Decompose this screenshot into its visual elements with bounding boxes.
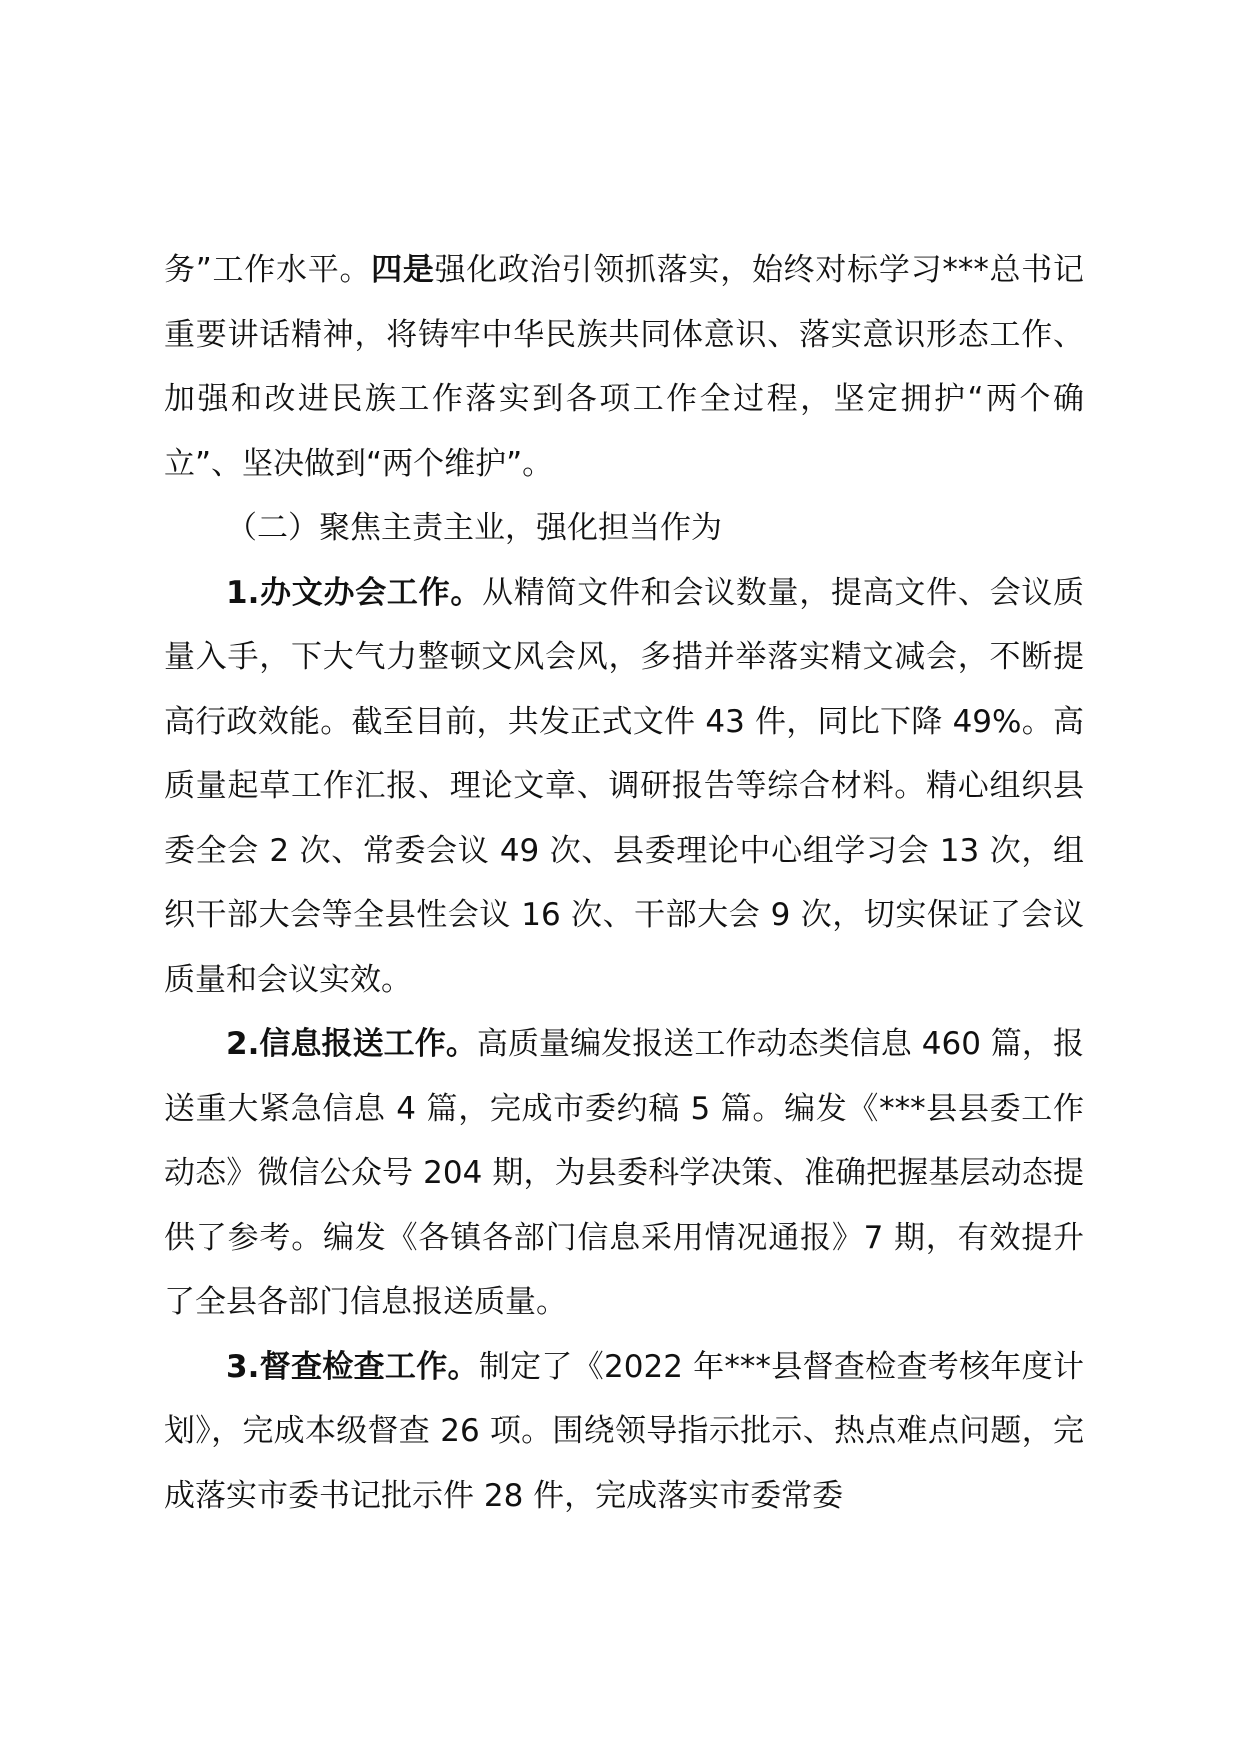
paragraph-text-rest: 强化政治引领抓落实，始终对标学习***总书记重要讲话精神，将铸牢中华民族共同体意识、落实意识形态工作、加强和改进民族工作落实到各项工作全过程，坚定拥护“两个确立”、坚决做到“两个维护”。 xyxy=(164,252,1085,482)
item-paragraph-1 xyxy=(164,561,1084,1013)
paragraph-text-start: 务”工作水平。 xyxy=(164,252,372,288)
item-title-1: 1.办文办会工作。 xyxy=(226,574,483,611)
item-title-2: 2.信息报送工作。 xyxy=(226,1026,477,1062)
item-body-2: 高质量编发报送工作动态类信息 460 篇，报送重大紧急信息 4 篇，完成市委约稿 5 篇。编发《***县县委工作动态》微信公众号 204 期，为县委科学决策、准确把握基层动态提供了参考。编发《各镇各部门信息采用情况通报》7 期，有效提升了全县各部门信息报送质量。 xyxy=(164,1026,1084,1320)
item-title-3: 3.督查检查工作。 xyxy=(226,1348,479,1385)
paragraph-continuation xyxy=(164,238,1084,496)
bold-marker: 四是 xyxy=(371,252,435,288)
document-body xyxy=(164,238,1084,1528)
item-paragraph-3 xyxy=(164,1335,1084,1529)
item-body-3: 制定了《2022 年***县督查检查考核年度计划》，完成本级督查 26 项。围绕领导指示批示、热点难点问题，完成落实市委书记批示件 28 件，完成落实市委常委 xyxy=(164,1348,1084,1514)
item-paragraph-2 xyxy=(164,1012,1084,1335)
item-body-1: 从精简文件和会议数量，提高文件、会议质量入手，下大气力整顿文风会风，多措并举落实精文减会，不断提高行政效能。截至目前，共发正式文件 43 件，同比下降 49%。高质量起草工作汇报、理论文章、调研报告等综合材料。精心组织县委全会 2 次、常委会议 49 次、县委理论中心组学习会 13 次，组织干部大会等全县性会议 16 次、干部大会 9 次，切实保证了会议质量和会议实效。 xyxy=(164,574,1084,998)
section-heading: （二）聚焦主责主业，强化担当作为 xyxy=(226,510,722,546)
